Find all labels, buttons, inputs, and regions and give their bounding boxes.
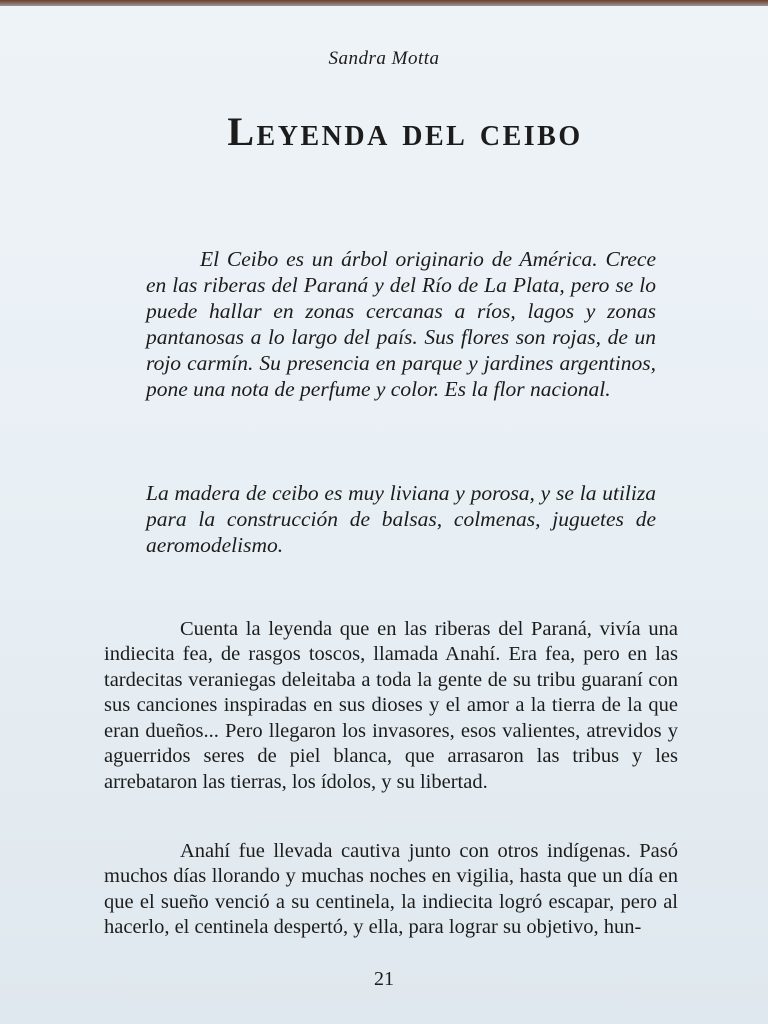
body-paragraph-2: Anahí fue llevada cautiva junto con otros indígenas. Pasó muchos días llorando y muchas noches en vigilia, hasta que un día en que el sueño venció a su centinela, la indiecita logró escapar, pero al hacerlo, el centinela despertó, y ella, para lograr su objetivo, hun- bbox=[104, 839, 678, 939]
book-page bbox=[0, 6, 768, 1024]
body-paragraph-1: Cuenta la leyenda que en las riberas del Paraná, vivía una indiecita fea, de rasgos toscos, llamada Anahí. Era fea, pero en las tardecitas veraniegas deleitaba a toda la gente de su tribu guaraní con sus canciones inspiradas en sus dioses y el amor a la tierra de la que eran dueños... Pero llegaron los invasores, esos valientes, atrevidos y aguerridos seres de piel blanca, que arrasaron las tribus y les arrebataron las tierras, los ídolos, y su libertad. bbox=[104, 617, 678, 794]
intro-paragraph-2: La madera de ceibo es muy liviana y porosa, y se la utiliza para la construcción de balsas, colmenas, juguetes de aeromodelismo. bbox=[146, 480, 656, 557]
intro-paragraph-1: El Ceibo es un árbol originario de América. Crece en las riberas del Paraná y del Río de La Plata, pero se lo puede hallar en zonas cercanas a ríos, lagos y zonas pantanosas a lo largo del país. Sus flores son rojas, de un rojo carmín. Su presencia en parque y jardines argentinos, pone una nota de perfume y color. Es la flor nacional. bbox=[146, 246, 656, 401]
story-title: Leyenda del ceibo bbox=[227, 109, 583, 154]
author-name: Sandra Motta bbox=[328, 48, 440, 69]
page-number: 21 bbox=[374, 968, 394, 990]
